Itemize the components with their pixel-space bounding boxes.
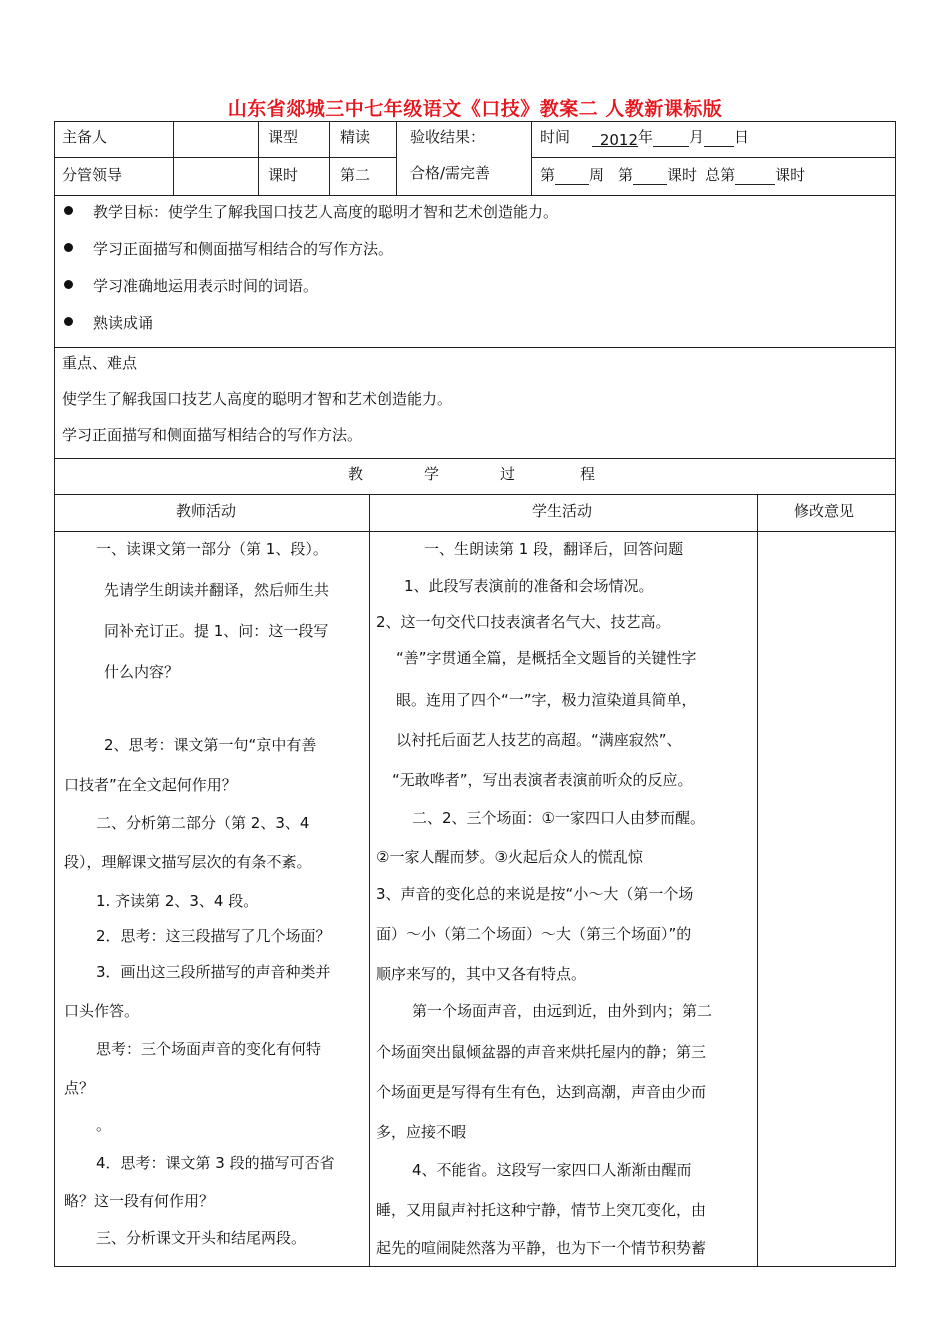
lesson-blank (633, 168, 667, 185)
list-item: 教学目标：使学生了解我国口技艺人高度的聪明才智和艺术创造能力。 (64, 202, 558, 222)
key-point-line: 使学生了解我国口技艺人高度的聪明才智和艺术创造能力。 (62, 390, 453, 408)
student-line: 个场面更是写得有生有色，达到高潮，声音由少而 (376, 1083, 707, 1101)
teacher-line: 思考：三个场面声音的变化有何特 (96, 1040, 322, 1058)
teacher-line: 口头作答。 (64, 1002, 140, 1020)
shijian-label: 时间 (540, 128, 571, 146)
row-divider (54, 347, 896, 348)
row-divider (531, 157, 896, 158)
student-line: 4、不能省。这段写一家四口人渐渐由醒而 (412, 1161, 692, 1179)
student-line: 3、声音的变化总的来说是按“小～大（第一个场 (376, 885, 694, 903)
teacher-line: 口技者”在全文起何作用？ (64, 776, 237, 794)
student-line: 一、生朗读第 1 段，翻译后，回答问题 (424, 540, 684, 558)
teacher-line: 2、思考：课文第一句“京中有善 (104, 736, 317, 754)
teacher-line: 三、分析课文开头和结尾两段。 (96, 1229, 307, 1247)
teacher-line: 先请学生朗读并翻译，然后师生共 (104, 581, 330, 599)
student-line: 起先的喧闹陡然落为平静，也为下一个情节积势蓄 (376, 1239, 707, 1257)
zhubeiren-label: 主备人 (62, 128, 108, 146)
col-divider (258, 121, 259, 195)
keshi-label: 课时 (268, 166, 299, 184)
table-border-right (895, 121, 896, 1267)
teacher-line: 同补充订正。提 1、问：这一段写 (104, 622, 329, 640)
revision-column-header: 修改意见 (794, 502, 855, 520)
teacher-column-header: 教师活动 (176, 502, 237, 520)
teacher-line: 3．画出这三段所描写的声音种类并 (96, 963, 331, 981)
yanshou-label: 验收结果： (410, 128, 486, 146)
kexing-label: 课型 (268, 128, 299, 146)
student-line: 二、2、三个场面：①一家四口人由梦而醒。 (412, 809, 705, 827)
day-unit: 日 (734, 128, 750, 146)
table-border-top (54, 121, 896, 122)
teacher-line: 1. 齐读第 2、3、4 段。 (96, 892, 259, 910)
col-divider (757, 494, 758, 1267)
teacher-line: 。 (96, 1116, 112, 1134)
student-column-header: 学生活动 (532, 502, 593, 520)
teacher-line: 一、读课文第一部分（第 1、段）。 (96, 540, 328, 558)
student-line: 第一个场面声音，由远到近，由外到内；第二 (412, 1002, 713, 1020)
col-divider (531, 121, 532, 195)
teacher-line: 点？ (64, 1079, 95, 1097)
table-border-bottom (54, 1266, 896, 1267)
keshi-value: 第二 (340, 166, 371, 184)
table-border-left (54, 121, 55, 1267)
month-unit: 月 (689, 128, 705, 146)
row-divider (54, 531, 896, 532)
keshi-unit: 课时 (667, 166, 698, 184)
fenguan-label: 分管领导 (62, 166, 123, 184)
date-field (592, 127, 749, 147)
bullet-icon (64, 243, 73, 252)
list-item: 熟读成诵 (64, 313, 153, 333)
keshi-unit: 课时 (775, 166, 806, 184)
zhou-label: 周 (589, 166, 605, 184)
kexing-value: 精读 (340, 128, 371, 146)
zongdi-label: 总第 (705, 166, 736, 184)
student-line: “善”字贯通全篇，是概括全文题旨的关键性字 (396, 649, 697, 667)
student-line: 睡，又用鼠声衬托这种宁静，情节上突兀变化，由 (376, 1201, 707, 1219)
total-blank (735, 168, 775, 185)
student-line: 眼。连用了四个“一”字，极力渲染道具简单， (396, 691, 697, 709)
row-divider (54, 157, 396, 158)
col-divider (173, 121, 174, 195)
teacher-line: 略？这一段有何作用？ (64, 1192, 215, 1210)
teacher-line: 2．思考：这三段描写了几个场面？ (96, 927, 331, 945)
student-line: 以衬托后面艺人技艺的高超。“满座寂然”、 (396, 731, 682, 749)
bullet-icon (64, 206, 73, 215)
di-label: 第 (540, 166, 556, 184)
list-item: 学习正面描写和侧面描写相结合的写作方法。 (64, 239, 393, 259)
student-line: 1、此段写表演前的准备和会场情况。 (404, 577, 654, 595)
row-divider (54, 458, 896, 459)
day-blank (704, 130, 734, 147)
hege-label: 合格/需完善 (410, 164, 491, 182)
teacher-line: 段），理解课文描写层次的有条不紊。 (64, 853, 312, 871)
list-item: 学习准确地运用表示时间的词语。 (64, 276, 318, 296)
key-points-heading: 重点、难点 (62, 354, 138, 372)
student-line: 个场面突出鼠倾盆器的声音来烘托屋内的静；第三 (376, 1043, 707, 1061)
col-divider (329, 121, 330, 195)
bullet-icon (64, 317, 73, 326)
teacher-line: 4．思考：课文第 3 段的描写可否省 (96, 1154, 335, 1172)
teacher-line: 什么内容？ (104, 663, 180, 681)
student-line: 2、这一句交代口技表演者名气大、技艺高。 (376, 613, 671, 631)
week-lesson-field (540, 165, 805, 185)
col-divider (396, 121, 397, 195)
row-divider (54, 195, 896, 196)
year-unit: 年 (638, 128, 654, 146)
teacher-line: 二、分析第二部分（第 2、3、4 (96, 814, 310, 832)
student-line: ②一家人醒而梦。③火起后众人的慌乱惊 (376, 848, 643, 866)
year-value: 2012 (592, 130, 638, 147)
student-line: 顺序来写的，其中又各有特点。 (376, 965, 587, 983)
col-divider (369, 494, 370, 1267)
di-label: 第 (618, 166, 634, 184)
key-point-line: 学习正面描写和侧面描写相结合的写作方法。 (62, 426, 363, 444)
row-divider (54, 494, 896, 495)
page-title: 山东省郯城三中七年级语文《口技》教案二 人教新课标版 (227, 98, 723, 120)
student-line: “无敢哗者”，写出表演者表演前听众的反应。 (392, 771, 693, 789)
month-blank (653, 130, 689, 147)
student-line: 面）～小（第二个场面）～大（第三个场面）”的 (376, 925, 692, 943)
week-blank (555, 168, 589, 185)
student-line: 多，应接不暇 (376, 1123, 467, 1141)
bullet-icon (64, 280, 73, 289)
